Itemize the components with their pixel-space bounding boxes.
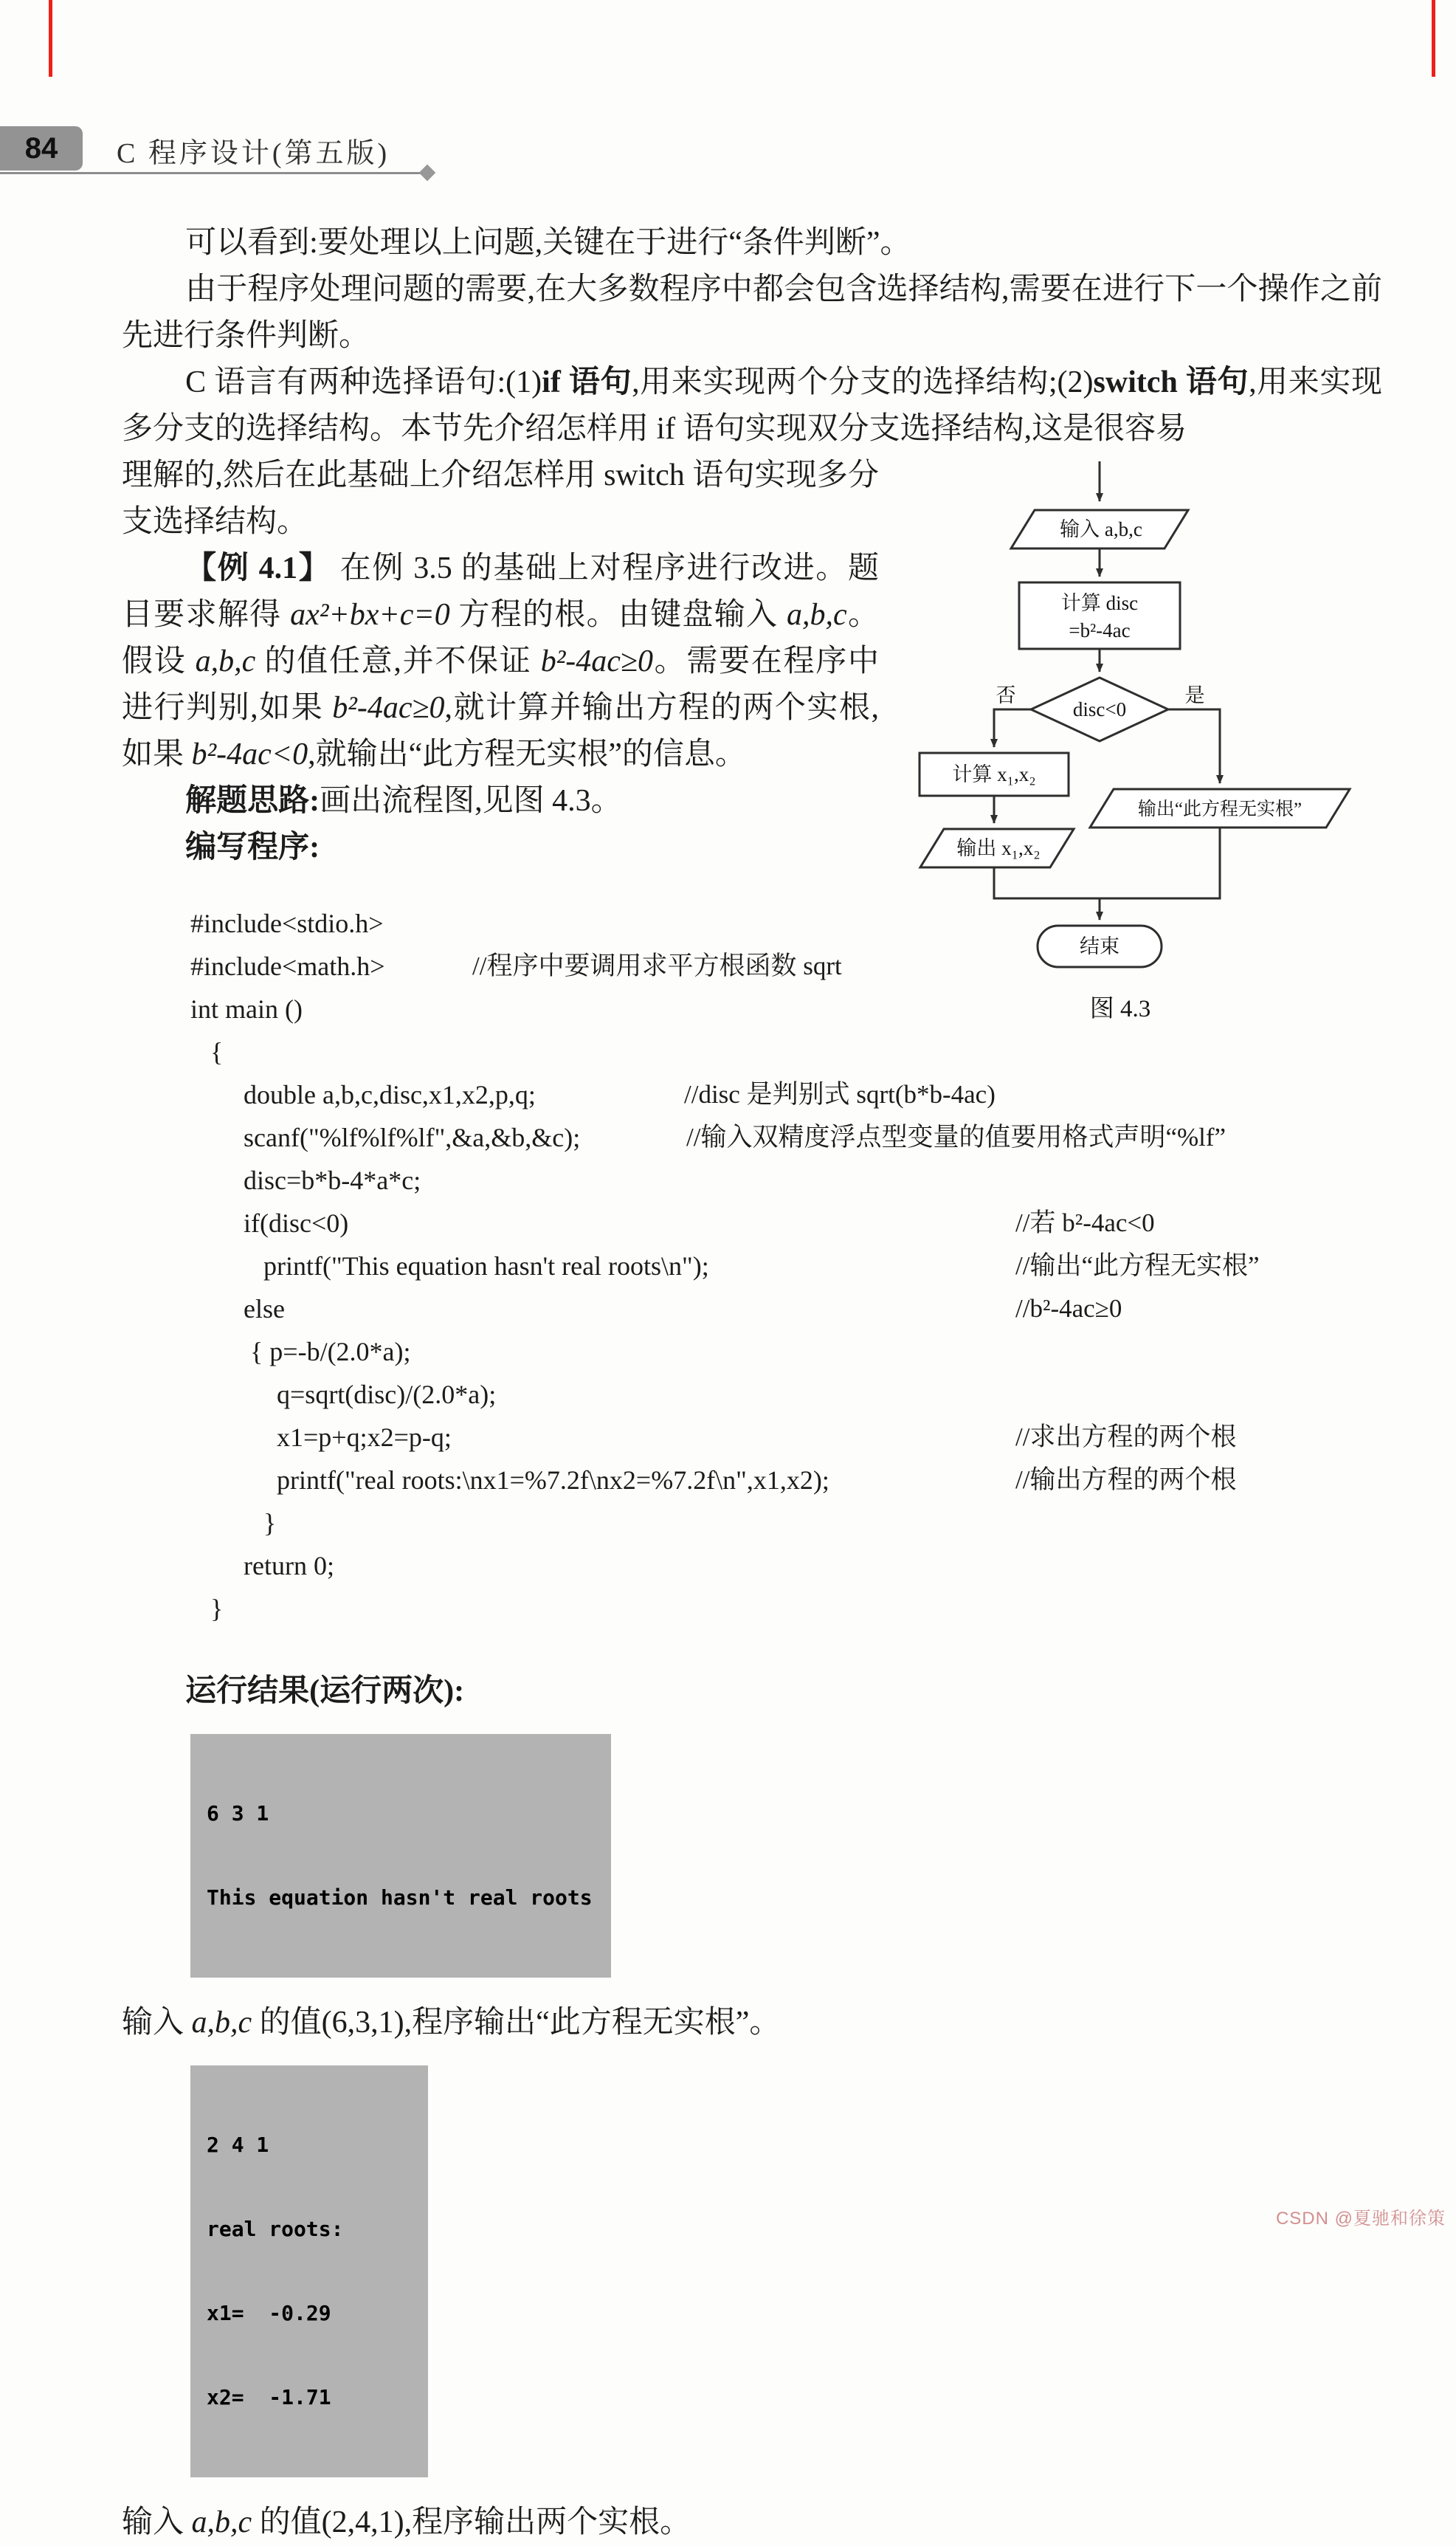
flow-decision-label: disc<0 (1072, 698, 1127, 720)
flow-end-label: 结束 (1080, 935, 1119, 957)
example-label: 【例 4.1】 (185, 551, 331, 585)
text-segment: 在例 3.5 的基础上对程序进行改进。题目要求解得 (122, 551, 879, 632)
code-text: printf("real roots:\nx1=%7.2f\nx2=%7.2f\n",x1,x2); (190, 1465, 829, 1495)
code-text: else (190, 1294, 285, 1324)
formula: a,b,c (787, 598, 847, 632)
code-text: return 0; (190, 1551, 334, 1580)
console-output-run2 (190, 2065, 428, 2477)
flow-branch-yes-line (1168, 709, 1220, 783)
console-line: 2 4 1 (207, 2133, 269, 2157)
code-line (190, 1416, 1382, 1459)
code-text: x1=p+q;x2=p-q; (190, 1422, 452, 1452)
code-listing (122, 902, 1382, 1630)
code-comment: //disc 是判别式 sqrt(b*b-4ac) (684, 1080, 996, 1109)
flow-calc-disc-label-2: =b²-4ac (1069, 619, 1131, 641)
code-line (190, 1287, 1382, 1330)
console-line: real roots: (207, 2217, 344, 2241)
code-text: if(disc<0) (190, 1208, 349, 1238)
figure-caption: 图 4.3 (1089, 996, 1151, 1022)
text-segment: C 语言有两种选择语句:(1) (185, 365, 542, 399)
book-title: C 程序设计(第五版) (117, 138, 390, 169)
code-text: int main () (190, 994, 303, 1024)
code-line (190, 1330, 1382, 1373)
code-line (190, 1587, 1382, 1630)
code-text: { p=-b/(2.0*a); (190, 1337, 411, 1366)
code-text: #include<stdio.h> (190, 909, 384, 938)
paragraph-intro-3 (122, 359, 1382, 453)
code-text: } (190, 1508, 277, 1538)
formula: a,b,c (191, 2006, 252, 2040)
keyword-switch: switch 语句 (1093, 365, 1249, 399)
text-segment: 的值(2,4,1),程序输出两个实根。 (252, 2505, 691, 2539)
code-line (190, 902, 1382, 945)
flow-branch-yes-label: 是 (1184, 684, 1205, 706)
result-note-1 (122, 2000, 1382, 2046)
text-segment: ,用来实现多分支的选择结构。本节先介绍怎样用 if 语句实现双分支选择结构,这是很容易 (122, 365, 1382, 446)
write-program-label: 编写程序: (185, 830, 320, 864)
result-note-2 (122, 2499, 1382, 2546)
code-text: } (190, 1594, 224, 1623)
flow-calc-roots-label: 计算 x₁,x₂ (952, 763, 1036, 785)
formula: b²-4ac≥0 (332, 691, 445, 725)
text-segment: 输入 (122, 2006, 192, 2040)
solution-label: 解题思路: (185, 784, 320, 818)
text-segment: 由于程序处理问题的需要,在大多数程序中都会包含选择结构,需要在进行下一个操作之前先进行条件判断。 (122, 272, 1382, 353)
text-segment: 方程的根。由键盘输入 (449, 598, 787, 632)
code-line (190, 1245, 1382, 1287)
code-text: scanf("%lf%lf%lf",&a,&b,&c); (190, 1123, 581, 1152)
code-comment: //若 b²-4ac<0 (1015, 1208, 1155, 1237)
console-line: This equation hasn't real roots (207, 1885, 593, 1910)
keyword-if: if 语句 (542, 365, 632, 399)
flow-output-roots-label: 输出 x₁,x₂ (956, 837, 1041, 859)
text-segment: 的值任意,并不保证 (255, 644, 541, 678)
code-comment: //求出方程的两个根 (1015, 1422, 1237, 1451)
flow-branch-no-line (994, 709, 1031, 747)
results-heading-text: 运行结果(运行两次): (185, 1674, 465, 1708)
code-text: disc=b*b-4*a*c; (190, 1166, 421, 1195)
flow-input-label: 输入 a,b,c (1060, 518, 1142, 540)
code-comment: //输出方程的两个根 (1015, 1465, 1237, 1494)
console-line: x1= -0.29 (207, 2301, 331, 2325)
code-text: q=sqrt(disc)/(2.0*a); (190, 1380, 497, 1409)
code-line (190, 1116, 1382, 1159)
formula: a,b,c (191, 2505, 252, 2539)
code-line (190, 1544, 1382, 1587)
text-segment: ,就计算并输出方程的两个实根,如果 (122, 691, 879, 771)
console-line: 6 3 1 (207, 1801, 269, 1826)
code-text: { (190, 1037, 224, 1067)
formula: b²-4ac≥0 (540, 644, 653, 678)
console-output-run1 (190, 1734, 611, 1978)
code-line (190, 1073, 1382, 1116)
code-comment: //b²-4ac≥0 (1015, 1294, 1122, 1323)
flow-output-noreal-label: 输出“此方程无实根” (1137, 799, 1303, 819)
paragraph-intro-1 (122, 220, 1382, 266)
code-line (190, 1202, 1382, 1245)
code-line (190, 1031, 1382, 1073)
flow-calc-disc-label-1: 计算 disc (1060, 592, 1139, 614)
text-segment: 可以看到:要处理以上问题,关键在于进行“条件判断”。 (185, 226, 911, 260)
flow-branch-no-label: 否 (996, 684, 1016, 706)
text-segment: 的值(6,3,1),程序输出“此方程无实根”。 (252, 2006, 781, 2040)
code-line (190, 945, 1382, 988)
formula: b²-4ac<0 (191, 737, 308, 771)
results-heading (122, 1668, 1382, 1715)
watermark: CSDN @夏驰和徐策 (1275, 2209, 1446, 2229)
text-segment: 。假设 (122, 598, 879, 678)
formula: ax²+bx+c=0 (290, 598, 450, 632)
code-line (190, 1159, 1382, 1202)
formula: a,b,c (195, 644, 256, 678)
code-line (190, 1501, 1382, 1544)
code-comment: //程序中要调用求平方根函数 sqrt (472, 952, 842, 980)
code-text: #include<math.h> (190, 952, 385, 981)
page-number: 84 (24, 131, 58, 165)
code-text: printf("This equation hasn't real roots\n"); (190, 1251, 709, 1281)
code-comment: //输出“此方程无实根” (1015, 1251, 1260, 1280)
paragraph-intro-2 (122, 266, 1382, 359)
text-segment: 画出流程图,见图 4.3。 (320, 784, 622, 818)
code-line (190, 1373, 1382, 1416)
code-line (190, 988, 1382, 1031)
code-line (190, 1459, 1382, 1501)
text-segment: 。需要在程序中进行判别,如果 (122, 644, 879, 725)
text-segment: ,就输出“此方程无实根”的信息。 (308, 737, 746, 771)
text-segment: ,用来实现两个分支的选择结构;(2) (632, 365, 1094, 399)
console-line: x2= -1.71 (207, 2385, 331, 2409)
text-segment: 输入 (122, 2505, 192, 2539)
code-comment: //输入双精度浮点型变量的值要用格式声明“%lf” (686, 1123, 1226, 1152)
text-segment: 理解的,然后在此基础上介绍怎样用 switch 语句实现多分支选择结构。 (122, 458, 879, 539)
code-text: double a,b,c,disc,x1,x2,p,q; (190, 1080, 536, 1109)
